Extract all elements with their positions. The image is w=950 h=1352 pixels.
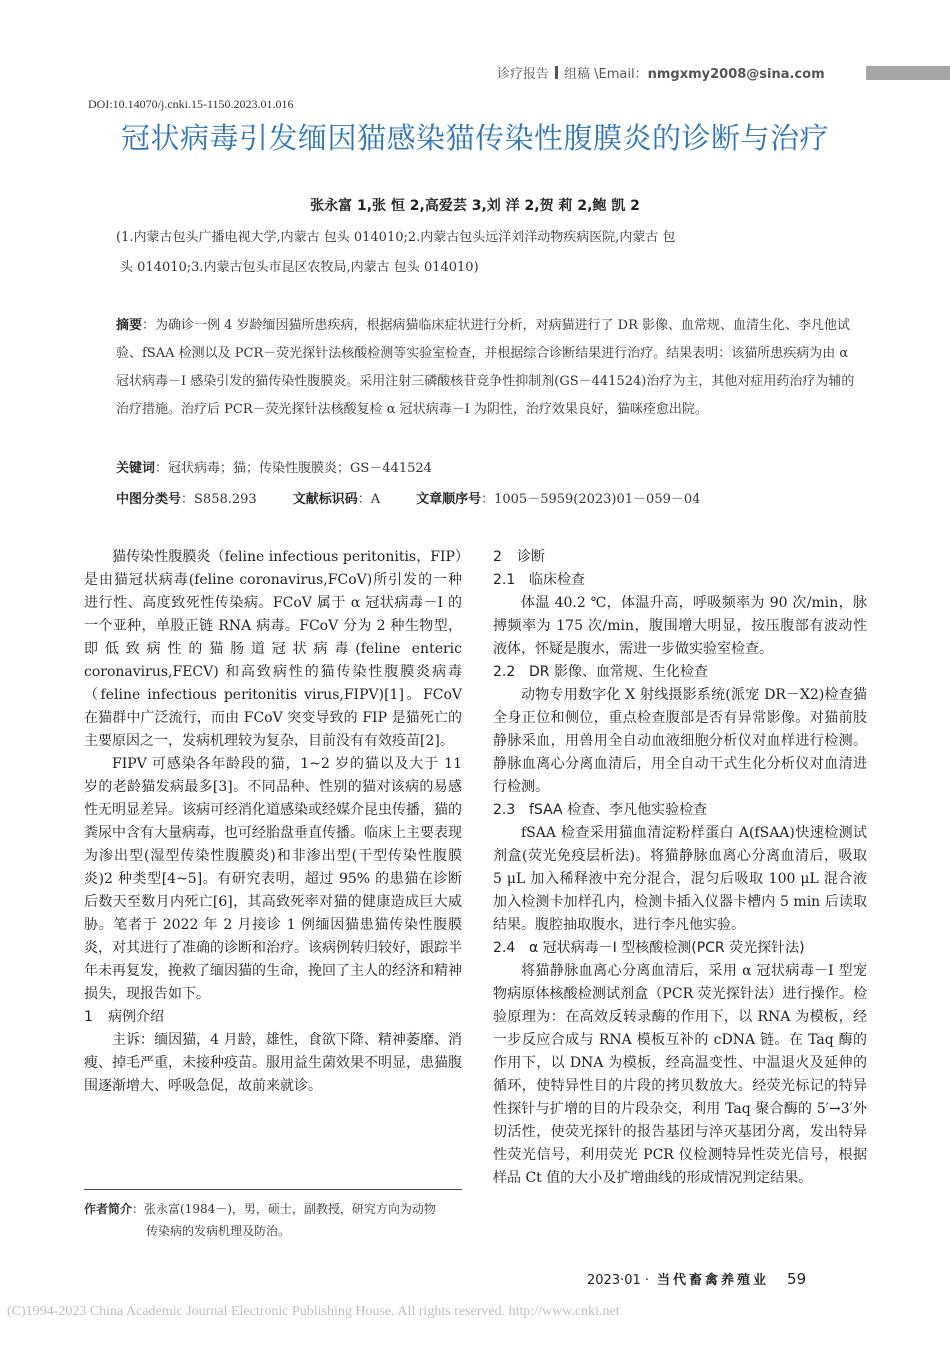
abstract [116,312,856,424]
paragraph: 动物专用数字化 X 射线摄影系统(派宠 DR－X2)检查猫全身正位和侧位，重点检查腹部是否有异常影像。对猫前肢静脉采血，用兽用全自动血液细胞分析仪对血样进行检测。静脉血离心分离血清后，用全自动干式生化分析仪对血清进行检测。 [493,687,867,795]
keywords-text: ：冠状病毒；猫；传染性腹膜炎；GS－441524 [155,461,432,476]
affiliations [116,223,856,283]
copyright-watermark: (C)1994-2023 China Academic Journal Electronic Publishing House. All rights reserved. http://www.cnki.net [7,1304,620,1319]
subsection-title: fSAA 检查、李凡他实验检查 [529,802,708,818]
affiliation-line: 头 014010;3.内蒙古包头市昆区农牧局,内蒙古 包头 014010) [120,260,479,275]
footnote-label: 作者简介 [84,1202,133,1216]
footnote-line: 传染病的发病机理及防治。 [146,1224,291,1238]
section-number: 1 [84,1009,93,1025]
header-email-label: 组稿 \Email： [564,67,648,82]
footnote-divider [84,1189,462,1190]
clc-value: ：S858.293 [181,492,257,507]
subsection-heading-2-2 [493,661,867,684]
doi: DOI:10.14070/j.cnki.15-1150.2023.01.016 [88,97,294,111]
subsection-heading-2-3 [493,799,867,822]
footer-issue: 2023·01 · [587,1273,650,1288]
subsection-title: DR 影像、血常规、生化检查 [529,664,708,680]
left-column [84,546,462,1098]
header-divider [555,66,558,79]
subsection-number: 2.4 [493,940,516,956]
footnote-line: ：张永富(1984－)，男，硕士，副教授，研究方向为动物 [132,1202,436,1216]
paragraph: 将猫静脉血离心分离血清后，采用 α 冠状病毒－I 型宠物病原体核酸检测试剂盒（PCR 荧光探针法）进行操作。检验原理为：在高效反转录酶的作用下，以 RNA 为模板，经一步反应合成与 RNA 模板互补的 cDNA 链。在 Taq 酶的作用下，以 DNA 为模板，经高温变性、中温退火及延伸的循环，使特异性目的片段的拷贝数放大。经荧光标记的特异性探针与扩增的目的片段杂交，利用 Taq 聚合酶的 5′→3′外切活性，使荧光探针的报告基团与淬灭基团分离，发出特异性荧光信号，利用荧光 PCR 仪检测特异性荧光信号，根据样品 Ct 值的大小及扩增曲线的形成情况判定结果。 [493,963,867,1186]
abstract-text: ：为确诊一例 4 岁龄缅因猫所患疾病，根据病猫临床症状进行分析，对病猫进行了 DR 影像、血常规、血清生化、李凡他试验、fSAA 检测以及 PCR－荧光探针法核酸检测等实验室检查，并根据综合诊断结果进行治疗。结果表明：该猫所患疾病为由 α 冠状病毒－I 感染引发的猫传染性腹膜炎。采用注射三磷酸核苷竞争性抑制剂(GS－441524)治疗为主，其他对症用药治疗为辅的治疗措施。治疗后 PCR－荧光探针法核酸复检 α 冠状病毒－I 为阴性，治疗效果良好，猫咪痊愈出院。 [116,318,855,417]
authors: 张永富 1,张 恒 2,高爱芸 3,刘 洋 2,贺 莉 2,鲍 凯 2 [310,198,640,214]
header-section: 诊疗报告 [497,67,550,82]
footer-journal: 当代畜禽养殖业 [657,1273,770,1288]
subsection-heading-2-1 [493,569,867,592]
section-heading-1 [84,1006,462,1029]
paragraph: 体温 40.2 ℃，体温升高，呼吸频率为 90 次/min，脉搏频率为 175 次/min，腹围增大明显，按压腹部有波动性液体，怀疑是腹水，需进一步做实验室检查。 [493,595,867,657]
article-title: 冠状病毒引发缅因猫感染猫传染性腹膜炎的诊断与治疗 [120,121,829,155]
affiliation-line: (1.内蒙古包头广播电视大学,内蒙古 包头 014010;2.内蒙古包头远洋刘洋动物疾病医院,内蒙古 包 [116,230,676,245]
header-gray-bar [866,66,950,80]
doc-code-label: 文献标识码 [292,492,358,507]
keywords [116,457,856,476]
author-footnote [84,1198,462,1242]
subsection-number: 2.3 [493,802,516,818]
seq-value: ：1005－5959(2023)01－059－04 [481,492,701,507]
paragraph: 主诉：缅因猫，4 月龄，雄性，食欲下降、精神萎靡、消瘦、掉毛严重，未接种疫苗。服用益生菌效果不明显，患猫腹围逐渐增大、呼吸急促，故前来就诊。 [84,1032,462,1094]
subsection-title: 临床检查 [529,572,585,588]
header-email[interactable]: nmgxmy2008@sina.com [647,67,825,82]
section-number: 2 [493,549,502,565]
abstract-label: 摘要 [116,318,143,333]
page-footer [587,1269,806,1288]
clc-label: 中图分类号 [116,492,182,507]
seq-label: 文章顺序号 [416,492,482,507]
paragraph: fSAA 检查采用猫血清淀粉样蛋白 A(fSAA)快速检测试剂盒(荧光免疫层析法)。将猫静脉血离心分离血清后，吸取 5 μL 加入稀释液中充分混合，混匀后吸取 100 μL 混合液加入检测卡加样孔内，检测卡插入仪器卡槽内 5 min 后读取结果。腹腔抽取腹水，进行李凡他实验。 [493,825,867,933]
section-title: 诊断 [517,549,545,565]
paragraph: FIPV 可感染各年龄段的猫，1~2 岁的猫以及大于 11 岁的老龄猫发病最多[3]。不同品种、性别的猫对该病的易感性无明显差异。该病可经消化道感染或经媒介昆虫传播，猫的粪尿中含有大量病毒，也可经胎盘垂直传播。临床上主要表现为渗出型(湿型传染性腹膜炎)和非渗出型(干型传染性腹膜炎)2 种类型[4~5]。有研究表明，超过 95% 的患猫在诊断后数天至数月内死亡[6]，其高致死率对猫的健康造成巨大威胁。笔者于 2022 年 2 月接诊 1 例缅因猫患猫传染性腹膜炎，对其进行了准确的诊断和治疗。该病例转归较好，跟踪半年未再复发，挽救了缅因猫的生命，挽回了主人的经济和精神损失，现报告如下。 [84,756,462,1002]
subsection-number: 2.2 [493,664,516,680]
right-column [493,546,867,1190]
classification-line [116,488,856,507]
doc-code-value: ：A [357,492,381,507]
paragraph: 猫传染性腹膜炎（feline infectious peritonitis，FIP）是由猫冠状病毒(feline coronavirus,FCoV)所引发的一种进行性、高度致死性传染病。FCoV 属于 α 冠状病毒－I 的一个亚种，单股正链 RNA 病毒。FCoV 分为 2 种生物型，即低致病性的猫肠道冠状病毒(feline enteric coronavirus,FECV) 和高致病性的猫传染性腹膜炎病毒（feline infectious peritonitis virus,FIPV)[1]。FCoV 在猫群中广泛流行，而由 FCoV 突变导致的 FIP 是猫死亡的主要原因之一，发病机理较为复杂，目前没有有效疫苗[2]。 [84,549,462,749]
section-heading-2 [493,546,867,569]
subsection-title: α 冠状病毒－I 型核酸检测(PCR 荧光探针法) [529,940,805,956]
section-title: 病例介绍 [108,1009,164,1025]
page-number: 59 [787,1270,807,1288]
keywords-label: 关键词 [116,461,156,476]
running-header [497,63,825,82]
subsection-heading-2-4 [493,937,867,960]
subsection-number: 2.1 [493,572,516,588]
